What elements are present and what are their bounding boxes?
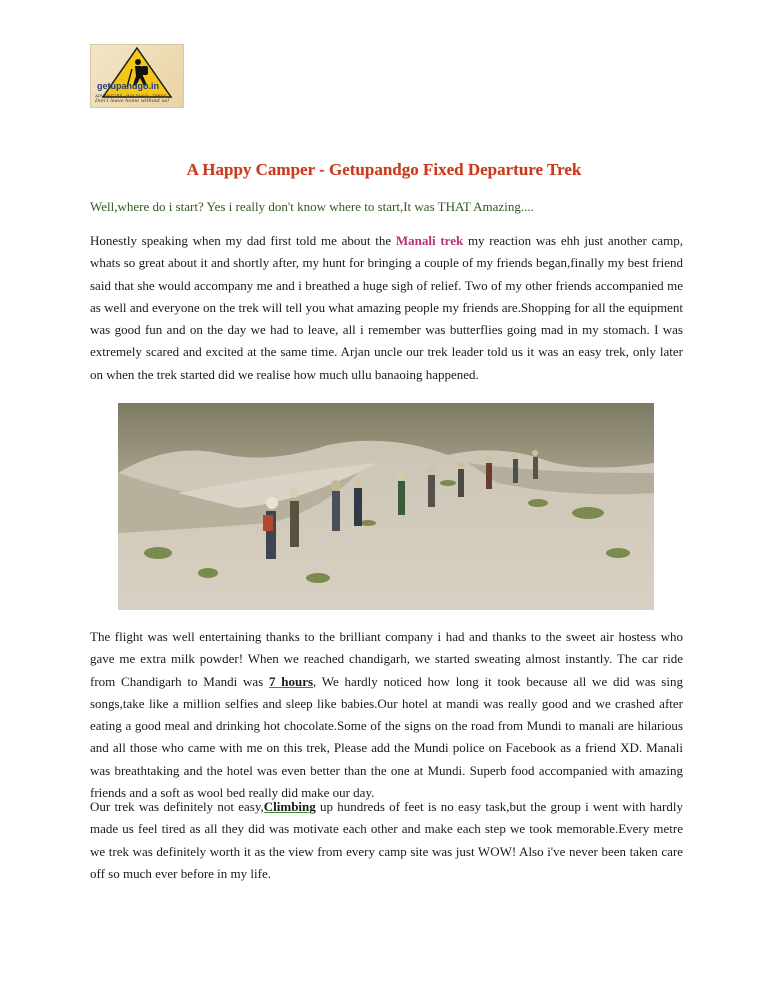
logo-tagline: ADVENTURE · HOLIDAYS · TREKS	[95, 93, 167, 98]
trekkers-photo-illustration	[118, 403, 654, 610]
manali-trek-link[interactable]: Manali trek	[395, 233, 464, 248]
intro-paragraph: Well,where do i start? Yes i really don't know where to start,It was THAT Amazing....	[90, 199, 534, 214]
getupandgo-logo	[90, 44, 184, 108]
page-title	[0, 160, 768, 180]
paragraph-2	[90, 626, 683, 804]
paragraph-3-text-a: Our trek was definitely not easy,	[90, 799, 264, 814]
paragraph-1-text-b: my reaction was ehh just another camp, whats so great about it and shortly after, my hunt for bringing a couple of my friends began,finally my best friend said that she would accompany me and i breathed a huge sigh of relief. Two of my other friends accompanied me as well and everyone on the trek will tell you what amazing people my friends are.Shopping for all the equipment was good fun and on the day we had to leave, all i remember was butterflies going mad in my stomach. I was extremely scared and excited at the same time. Arjan uncle our trek leader told us it was an easy trek, only later on when the trek started did we realise how much ullu banaoing happened.	[90, 233, 683, 382]
paragraph-3-text-b: up hundreds of feet is no easy task,but the group i went with hardly made us feel tired as all they did was motivate each other and make each step we took memorable.Every metre we trek was definitely worth it as the view from every camp site was just WOW! Also i've never been taken care off so much ever before in my life.	[90, 799, 683, 881]
climbing-link[interactable]: Climbing	[263, 799, 316, 814]
paragraph-1-text-a: Honestly speaking when my dad first told me about the	[90, 233, 396, 248]
logo-slogan-text: Don't leave home without us!	[95, 98, 170, 104]
seven-hours-link[interactable]: 7 hours	[268, 673, 314, 689]
paragraph-1	[90, 230, 683, 386]
page-title-text: A Happy Camper - Getupandgo Fixed Departure Trek	[186, 160, 582, 179]
paragraph-2-text-b: , We hardly noticed how long it took because all we did was sing songs,take like a million selfies and sleep like babies.Our hotel at mandi was really good and we crashed after eating a good meal and drinking hot chocolate.Some of the signs on the road from Mundi to manali are hilarious and all those who came with me on this trek, Please add the Mundi police on Facebook as a friend XD. Manali was breathtaking and the hotel was even better than the one at Mundi. Superb food accompanied with amazing friends and a soft as wool bed really did make our day.	[90, 673, 683, 801]
trek-photo	[118, 403, 654, 610]
paragraph-3	[90, 796, 683, 885]
logo-wordmark: getupandgo.in	[97, 81, 159, 91]
logo-slogan	[95, 93, 169, 104]
paragraph-2-text-a: The flight was well entertaining thanks to the brilliant company i had and thanks to the sweet air hostess who gave me extra milk powder! When we reached chandigarh, we started sweating almost instantly. The car ride from Chandigarh to Mandi was	[90, 629, 683, 689]
